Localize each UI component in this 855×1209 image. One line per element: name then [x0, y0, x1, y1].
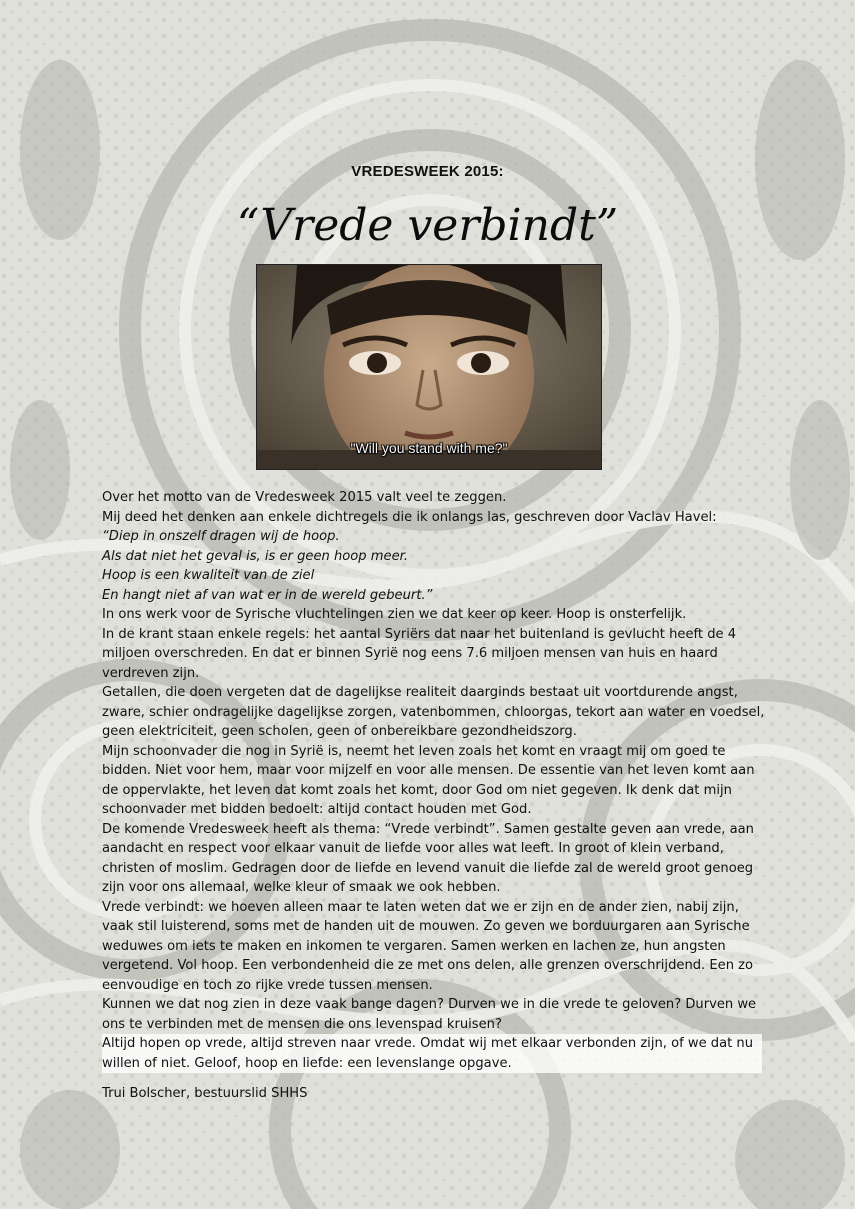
text-line: vaak stil luisterend, soms met de handen uit de mouwen. Zo geven we borduurgaren aan Syrische [102, 919, 750, 934]
text-line: miljoen overschreden. En dat er binnen Syrië nog eens 7.6 miljoen mensen van huis en haard [102, 646, 718, 661]
poem-line: En hangt niet af van wat er in de wereld gebeurt.” [102, 587, 433, 603]
text-line: vergetend. Vol hoop. Een verbondenheid die ze met ons delen, alle grenzen overschrijdend. Een zo [102, 958, 754, 973]
poem-line: “Diep in onszelf dragen wij de hoop. [102, 529, 340, 544]
article-body [102, 488, 765, 1073]
text-line: bidden. Niet voor hem, maar voor mijzelf en voor alle mensen. De essentie van het leven komt aan [102, 763, 755, 778]
poem-line: Hoop is een kwaliteit van de ziel [102, 568, 315, 583]
text-line: In de krant staan enkele regels: het aantal Syriërs dat naar het buitenland is gevlucht heeft de 4 [102, 626, 737, 642]
text-line: Mij deed het denken aan enkele dichtregels die ik onlangs las, geschreven door Vaclav Havel: [102, 509, 717, 525]
poem-line: Als dat niet het geval is, is er geen hoop meer. [102, 548, 408, 564]
text-line: In ons werk voor de Syrische vluchtelingen zien we dat keer op keer. Hoop is onsterfelijk. [102, 607, 687, 622]
text-line: Over het motto van de Vredesweek 2015 valt veel te zeggen. [102, 490, 507, 505]
text-line: zijn voor ons allemaal, welke kleur of smaak we ook hebben. [102, 880, 501, 895]
text-line: christen of moslim. Gedragen door de liefde en levend vanuit die liefde zal de wereld groot genoeg [102, 860, 754, 876]
text-line: zware, schier ondragelijke dagelijkse zorgen, vatenbommen, chloorgas, tekort aan water en voedsel, [102, 704, 765, 720]
text-line: geen elektriciteit, geen scholen, geen of onbereikbare gezondheidszorg. [102, 724, 577, 739]
child-portrait-image [257, 265, 601, 469]
text-line: verdreven zijn. [102, 665, 200, 681]
text-line: schoonvader met bidden bedoelt: altijd contact houden met God. [102, 802, 532, 817]
photo-caption: "Will you stand with me?" [350, 440, 508, 456]
text-line: Kunnen we dat nog zien in deze vaak bange dagen? Durven we in die vrede te geloven? Durven we [102, 997, 757, 1012]
text-line: de oppervlakte, het leven dat komt zoals het komt, door God om niet gegeven. Ik denk dat mijn [102, 782, 732, 798]
author-signature: Trui Bolscher, bestuurslid SHHS [102, 1086, 308, 1101]
document-heading: VREDESWEEK 2015: [351, 163, 504, 180]
text-line: Vrede verbindt: we hoeven alleen maar te laten weten dat we er zijn en de ander zien, nabij zijn, [102, 899, 739, 915]
text-line: De komende Vredesweek heeft als thema: “Vrede verbindt”. Samen gestalte geven aan vrede, aan [102, 821, 754, 837]
text-line: Altijd hopen op vrede, altijd streven naar vrede. Omdat wij met elkaar verbonden zijn, of we dat nu [102, 1034, 762, 1054]
text-line: weduwes om iets te maken en inkomen te vergaren. Samen werken en lachen ze, hun angsten [102, 938, 726, 954]
text-line: Mijn schoonvader die nog in Syrië is, neemt het leven zoals het komt en vraagt mij om goed te [102, 743, 726, 759]
text-line: eenvoudige en toch zo rijke vrede tussen mensen. [102, 977, 433, 993]
text-line: willen of niet. Geloof, hoop en liefde: een levenslange opgave. [102, 1054, 762, 1074]
document-title: “Vrede verbindt” [236, 200, 619, 251]
text-line: aandacht en respect voor elkaar vanuit de liefde voor alles wat leeft. In groot of klein verband, [102, 841, 724, 856]
child-photo [256, 264, 602, 470]
text-line: ons te verbinden met de mensen die ons levenspad kruisen? [102, 1016, 502, 1032]
text-line: Getallen, die doen vergeten dat de dagelijkse realiteit daarginds bestaat uit voortdurende angst, [102, 685, 738, 700]
